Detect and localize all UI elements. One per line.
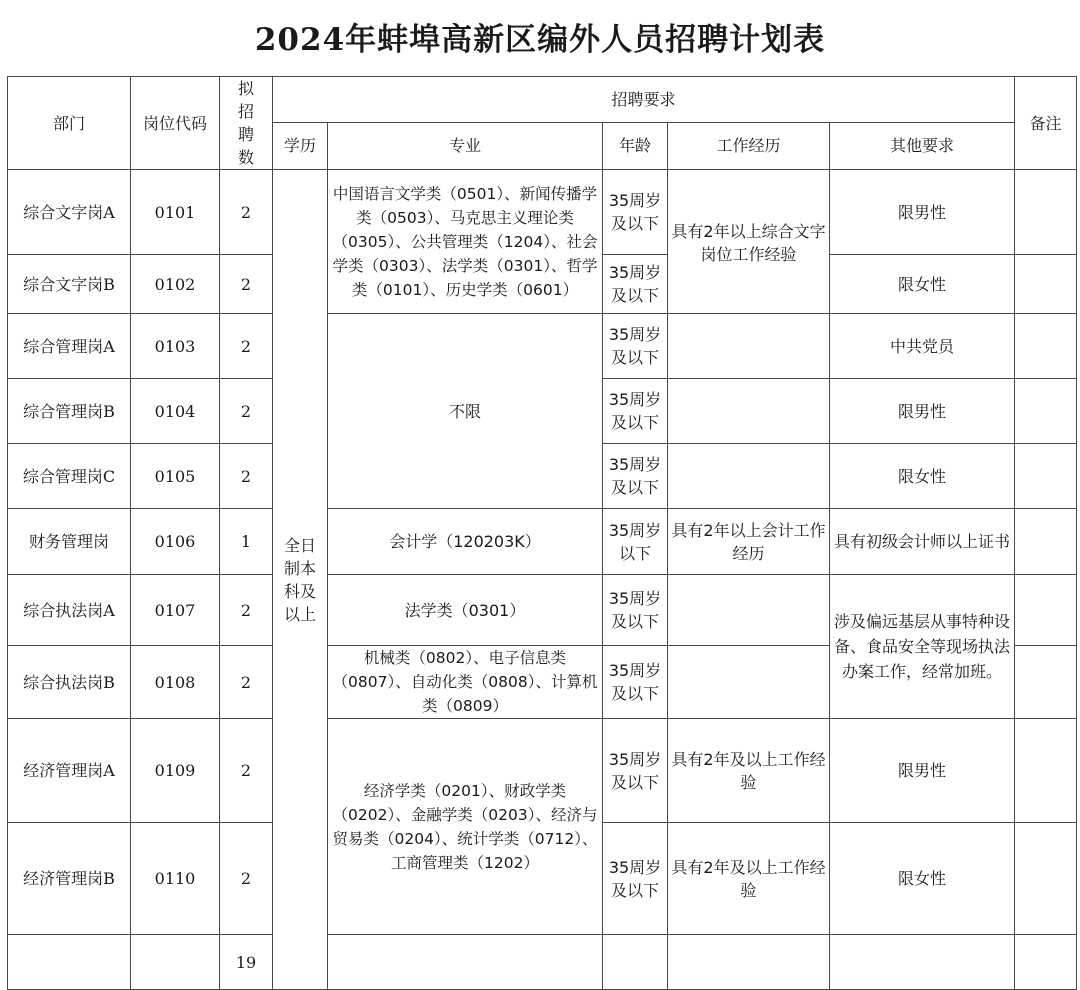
age-cell: 35周岁及以下 [603, 823, 668, 935]
remarks-cell [1015, 823, 1077, 935]
age-cell: 35周岁及以下 [603, 719, 668, 823]
other-cell: 限女性 [830, 823, 1015, 935]
table-row [8, 575, 1077, 646]
count-cell: 2 [220, 170, 273, 255]
count-cell: 2 [220, 719, 273, 823]
total-dept-cell [8, 935, 131, 990]
total-age-cell [603, 935, 668, 990]
experience-cell [668, 314, 830, 379]
age-cell: 35周岁以下 [603, 509, 668, 575]
other-cell: 限女性 [830, 255, 1015, 314]
dept-cell: 经济管理岗B [8, 823, 131, 935]
total-experience-cell [668, 935, 830, 990]
experience-cell [668, 646, 830, 719]
header-remarks: 备注 [1015, 77, 1077, 170]
major-cell: 中国语言文学类（0501）、新闻传播学类（0503）、马克思主义理论类（0305）、公共管理类（1204）、社会学类（0303）、法学类（0301）、哲学类（0101）、历史学类（0601） [328, 170, 603, 314]
age-cell: 35周岁及以下 [603, 444, 668, 509]
recruitment-table [7, 76, 1077, 990]
code-cell: 0104 [131, 379, 220, 444]
dept-cell: 综合管理岗C [8, 444, 131, 509]
code-cell: 0105 [131, 444, 220, 509]
other-cell: 限男性 [830, 379, 1015, 444]
count-cell: 2 [220, 314, 273, 379]
other-cell: 涉及偏远基层从事特种设备、食品安全等现场执法办案工作，经常加班。 [830, 575, 1015, 719]
count-cell: 2 [220, 823, 273, 935]
header-requirements: 招聘要求 [273, 77, 1015, 123]
table-row [8, 170, 1077, 255]
table-row [8, 509, 1077, 575]
remarks-cell [1015, 444, 1077, 509]
page-title: 2024年蚌埠高新区编外人员招聘计划表 [254, 22, 826, 58]
total-other-cell [830, 935, 1015, 990]
table-row [8, 719, 1077, 823]
major-cell: 不限 [328, 314, 603, 509]
count-cell: 2 [220, 379, 273, 444]
header-other: 其他要求 [830, 122, 1015, 169]
other-cell: 限男性 [830, 170, 1015, 255]
total-remarks-cell [1015, 935, 1077, 990]
major-cell: 会计学（120203K） [328, 509, 603, 575]
code-cell: 0103 [131, 314, 220, 379]
remarks-cell [1015, 379, 1077, 444]
count-cell: 2 [220, 575, 273, 646]
major-cell: 经济学类（0201）、财政学类（0202）、金融学类（0203）、经济与贸易类（0204）、统计学类（0712）、工商管理类（1202） [328, 719, 603, 935]
code-cell: 0107 [131, 575, 220, 646]
remarks-cell [1015, 255, 1077, 314]
header-row-1 [8, 77, 1077, 123]
remarks-cell [1015, 509, 1077, 575]
experience-cell [668, 444, 830, 509]
table-row [8, 314, 1077, 379]
dept-cell: 综合管理岗B [8, 379, 131, 444]
experience-cell: 具有2年以上会计工作经历 [668, 509, 830, 575]
header-code: 岗位代码 [131, 77, 220, 170]
dept-cell: 经济管理岗A [8, 719, 131, 823]
age-cell: 35周岁及以下 [603, 314, 668, 379]
age-cell: 35周岁及以下 [603, 379, 668, 444]
code-cell: 0101 [131, 170, 220, 255]
dept-cell: 综合文字岗A [8, 170, 131, 255]
dept-cell: 综合文字岗B [8, 255, 131, 314]
header-age: 年龄 [603, 122, 668, 169]
dept-cell: 综合执法岗B [8, 646, 131, 719]
major-cell: 机械类（0802）、电子信息类（0807）、自动化类（0808）、计算机类（0809） [328, 646, 603, 719]
age-cell: 35周岁及以下 [603, 575, 668, 646]
total-code-cell [131, 935, 220, 990]
remarks-cell [1015, 170, 1077, 255]
education-cell: 全日制本科及以上 [273, 170, 328, 990]
dept-cell: 财务管理岗 [8, 509, 131, 575]
age-cell: 35周岁及以下 [603, 255, 668, 314]
remarks-cell [1015, 314, 1077, 379]
header-experience: 工作经历 [668, 122, 830, 169]
header-count: 拟招聘数 [220, 77, 273, 170]
other-cell: 中共党员 [830, 314, 1015, 379]
remarks-cell [1015, 646, 1077, 719]
experience-cell: 具有2年及以上工作经验 [668, 719, 830, 823]
code-cell: 0102 [131, 255, 220, 314]
count-cell: 2 [220, 255, 273, 314]
code-cell: 0110 [131, 823, 220, 935]
header-dept: 部门 [8, 77, 131, 170]
total-major-cell [328, 935, 603, 990]
experience-cell [668, 379, 830, 444]
total-row [8, 935, 1077, 990]
count-cell: 2 [220, 444, 273, 509]
dept-cell: 综合执法岗A [8, 575, 131, 646]
header-education: 学历 [273, 122, 328, 169]
remarks-cell [1015, 719, 1077, 823]
experience-cell: 具有2年以上综合文字岗位工作经验 [668, 170, 830, 314]
experience-cell [668, 575, 830, 646]
experience-cell: 具有2年及以上工作经验 [668, 823, 830, 935]
other-cell: 限男性 [830, 719, 1015, 823]
total-count-cell: 19 [220, 935, 273, 990]
major-cell: 法学类（0301） [328, 575, 603, 646]
age-cell: 35周岁及以下 [603, 170, 668, 255]
count-cell: 1 [220, 509, 273, 575]
header-major: 专业 [328, 122, 603, 169]
count-cell: 2 [220, 646, 273, 719]
other-cell: 限女性 [830, 444, 1015, 509]
dept-cell: 综合管理岗A [8, 314, 131, 379]
code-cell: 0108 [131, 646, 220, 719]
code-cell: 0109 [131, 719, 220, 823]
age-cell: 35周岁及以下 [603, 646, 668, 719]
remarks-cell [1015, 575, 1077, 646]
code-cell: 0106 [131, 509, 220, 575]
other-cell: 具有初级会计师以上证书 [830, 509, 1015, 575]
